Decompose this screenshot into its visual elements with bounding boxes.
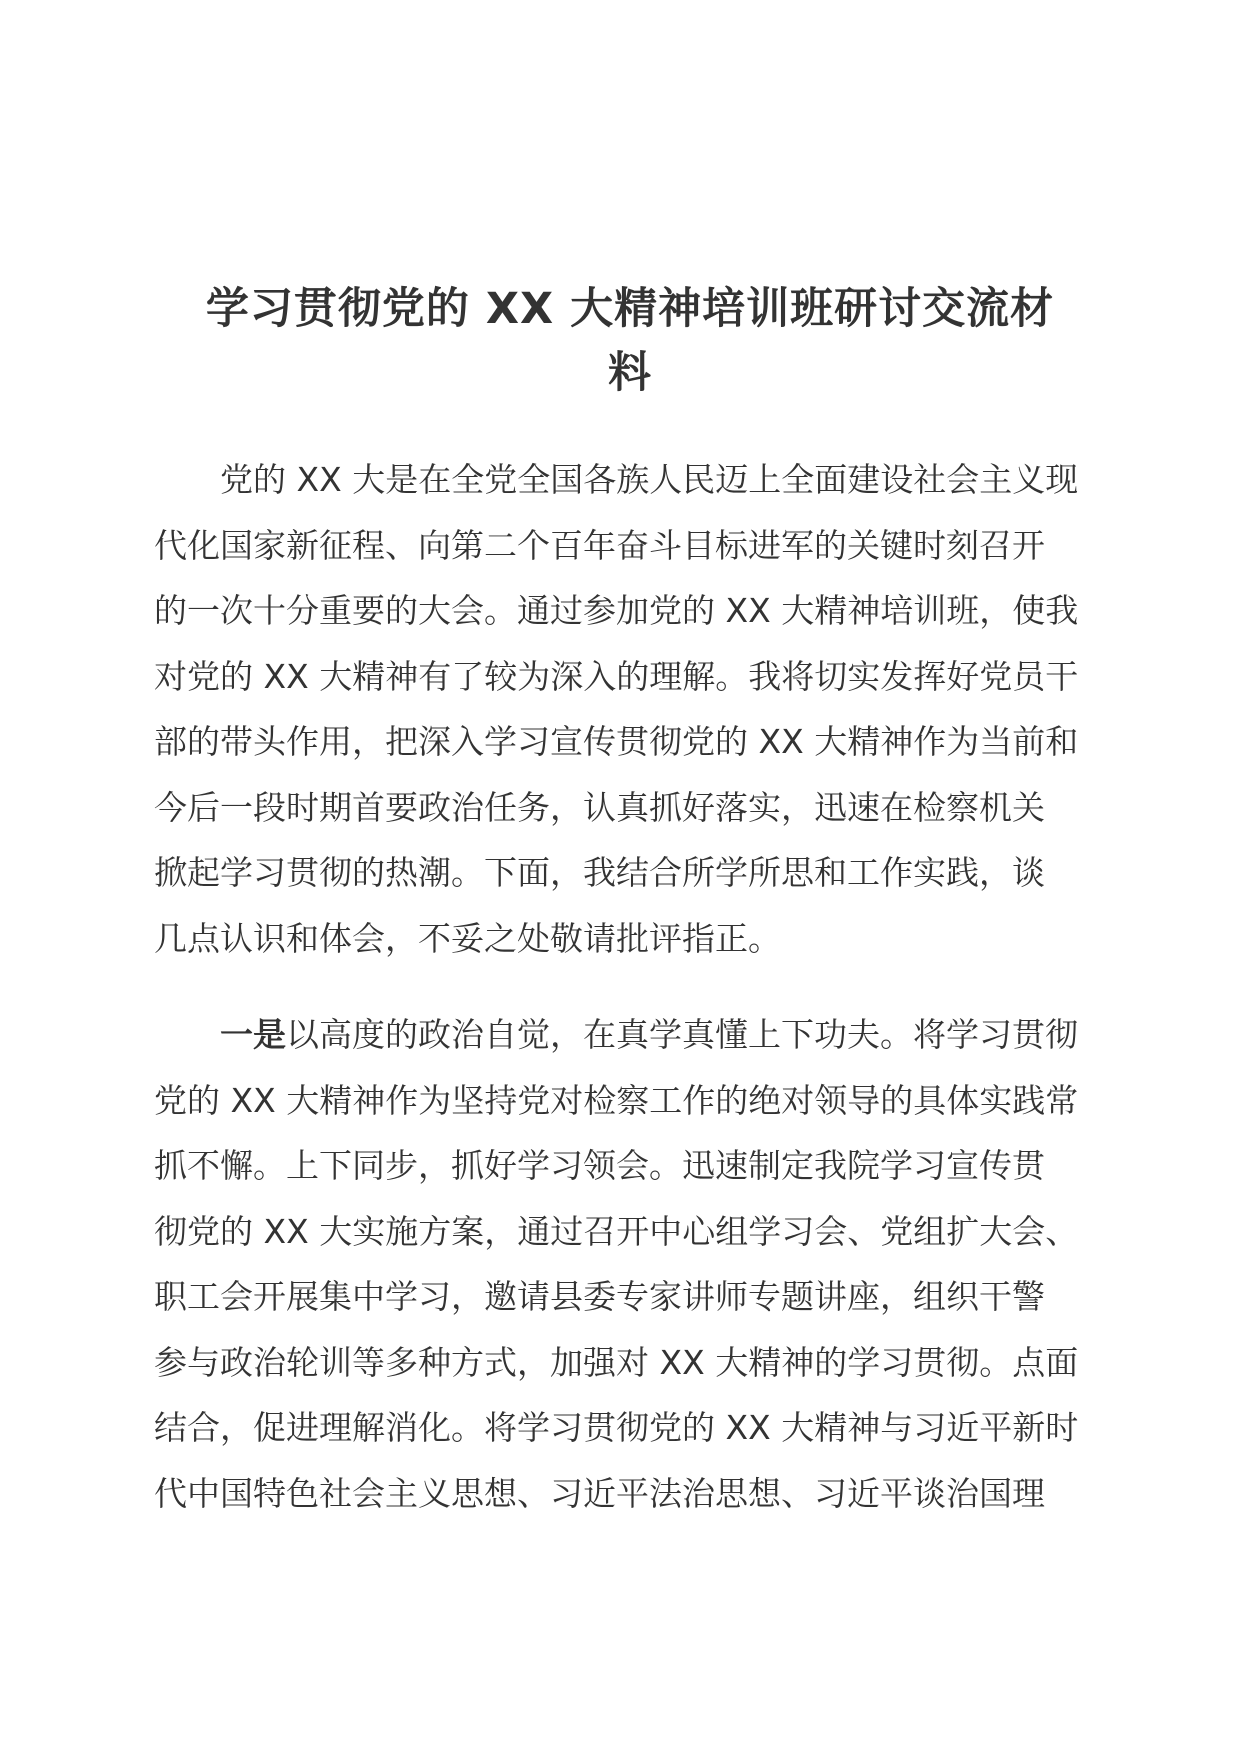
paragraph-point-one <box>154 1002 1086 1526</box>
paragraph-first-line <box>154 1002 1086 1068</box>
paragraph-line: 职工会开展集中学习，邀请县委专家讲师专题讲座，组织干警 <box>154 1277 1045 1316</box>
document-title: 学习贯彻党的 XX 大精神培训班研讨交流材料 <box>205 284 1055 398</box>
paragraph-line: 今后一段时期首要政治任务，认真抓好落实，迅速在检察机关 <box>154 787 1045 827</box>
paragraph-line: 党的 XX 大精神作为坚持党对检察工作的绝对领导的具体实践常 <box>154 1080 1079 1120</box>
paragraph-line: 掀起学习贯彻的热潮。下面，我结合所学所思和工作实践，谈 <box>154 853 1045 892</box>
paragraph-line: 参与政治轮训等多种方式，加强对 XX 大精神的学习贯彻。点面 <box>154 1342 1079 1382</box>
paragraph-line-text: 以高度的政治自觉，在真学真懂上下功夫。将学习贯彻 <box>286 1015 1078 1054</box>
paragraph-intro <box>154 447 1086 971</box>
paragraph-lead: 一是 <box>220 1015 286 1054</box>
paragraph-line: 几点认识和体会，不妥之处敬请批评指正。 <box>154 918 781 958</box>
paragraph-line: 代化国家新征程、向第二个百年奋斗目标进军的关键时刻召开 <box>154 525 1045 565</box>
paragraph-line: 党的 XX 大是在全党全国各族人民迈上全面建设社会主义现 <box>220 460 1079 499</box>
paragraph-line: 部的带头作用，把深入学习宣传贯彻党的 XX 大精神作为当前和 <box>154 722 1079 761</box>
paragraph-line: 结合，促进理解消化。将学习贯彻党的 XX 大精神与习近平新时 <box>154 1408 1079 1447</box>
paragraph-line: 代中国特色社会主义思想、习近平法治思想、习近平谈治国理 <box>154 1473 1045 1513</box>
paragraph-line: 对党的 XX 大精神有了较为深入的理解。我将切实发挥好党员干 <box>154 656 1079 696</box>
paragraph-line: 抓不懈。上下同步，抓好学习领会。迅速制定我院学习宣传贯 <box>154 1146 1045 1185</box>
paragraph-line: 的一次十分重要的大会。通过参加党的 XX 大精神培训班，使我 <box>154 591 1079 630</box>
paragraph-line: 彻党的 XX 大实施方案，通过召开中心组学习会、党组扩大会、 <box>154 1211 1079 1251</box>
